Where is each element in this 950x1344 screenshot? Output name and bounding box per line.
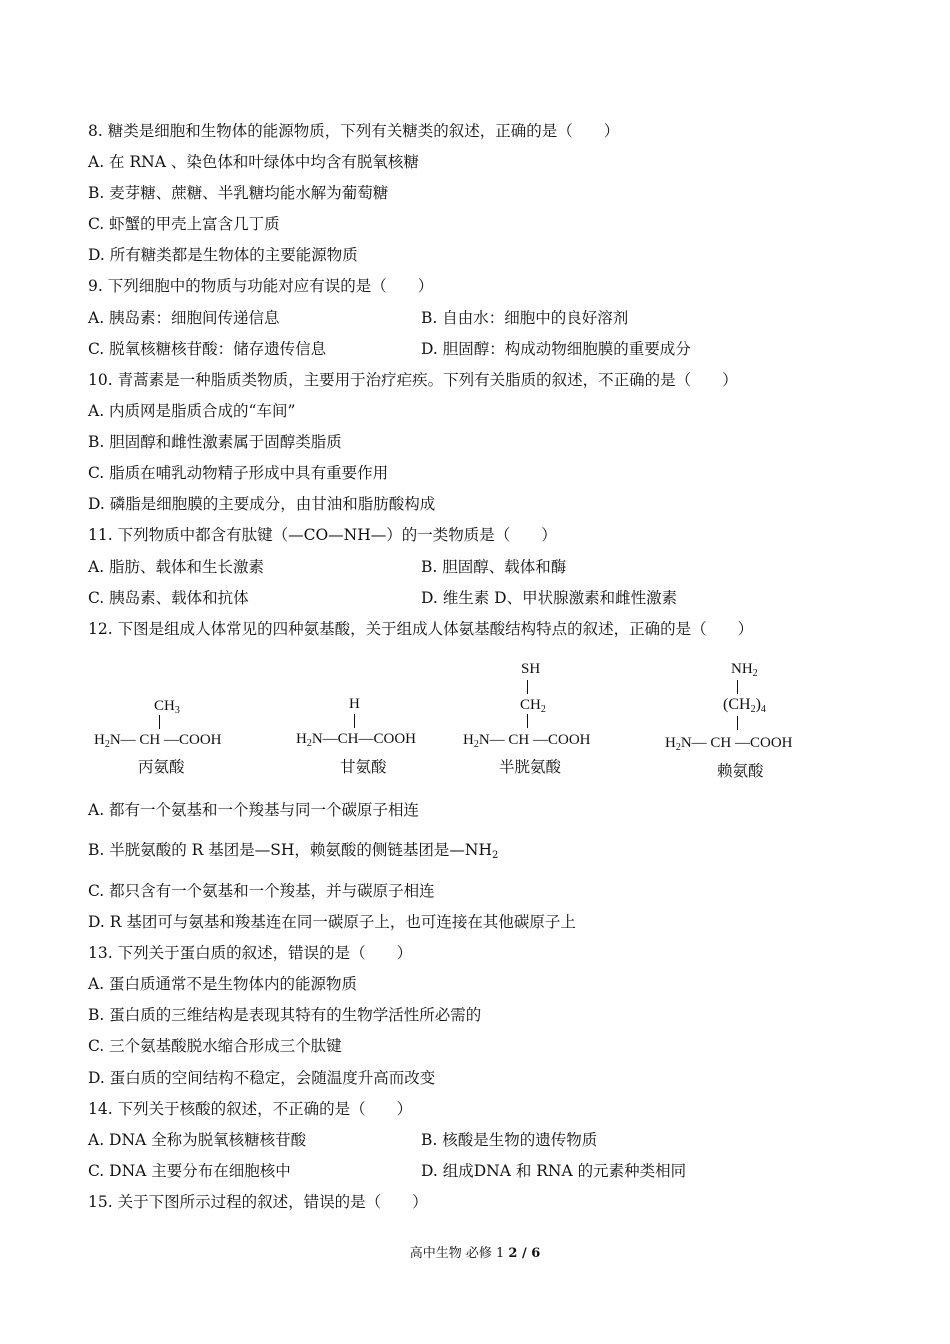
q13-option-a: A. 蛋白质通常不是生物体内的能源物质 (88, 975, 358, 993)
cysteine-bond-line-top (527, 680, 528, 694)
q10-stem: 10. 青蒿素是一种脂质类物质，主要用于治疗疟疾。下列有关脂质的叙述，不正确的是（ ） (88, 371, 738, 389)
q13-option-c: C. 三个氨基酸脱水缩合形成三个肽键 (88, 1037, 342, 1055)
q10-option-c: C. 脂质在哺乳动物精子形成中具有重要作用 (88, 464, 389, 482)
q9-option-a: A. 胰岛素：细胞间传递信息 (88, 309, 280, 327)
q10-option-b: B. 胆固醇和雌性激素属于固醇类脂质 (88, 433, 342, 451)
q11-option-a: A. 脂肪、载体和生长激素 (88, 558, 265, 576)
alanine-bond-line (159, 715, 160, 729)
lysine-name: 赖氨酸 (717, 762, 764, 780)
cysteine-name: 半胱氨酸 (499, 758, 562, 776)
q14-option-d: D. 组成DNA 和 RNA 的元素种类相同 (421, 1162, 687, 1180)
q12-option-c: C. 都只含有一个氨基和一个羧基，并与碳原子相连 (88, 882, 435, 900)
q9-option-b: B. 自由水：细胞中的良好溶剂 (421, 309, 629, 327)
q11-option-b: B. 胆固醇、载体和酶 (421, 558, 567, 576)
q14-option-b: B. 核酸是生物的遗传物质 (421, 1131, 598, 1149)
lysine-backbone: $H_2N—$ CH —COOH (665, 735, 793, 753)
cysteine-r-group: $CH_2$ (520, 697, 546, 715)
q14-option-a: A. DNA 全称为脱氧核糖核苷酸 (88, 1131, 307, 1149)
lysine-bond-line (737, 716, 738, 730)
q8-option-b: B. 麦芽糖、蔗糖、半乳糖均能水解为葡萄糖 (88, 184, 389, 202)
q11-option-d: D. 维生素 D、甲状腺激素和雌性激素 (421, 589, 678, 607)
q13-option-d: D. 蛋白质的空间结构不稳定，会随温度升高而改变 (88, 1069, 436, 1087)
page-footer (0, 1246, 950, 1262)
glycine-name: 甘氨酸 (340, 758, 387, 776)
cysteine-sh-group: SH (521, 661, 541, 677)
q11-stem: 11. 下列物质中都含有肽键（—CO—NH—）的一类物质是（ ） (88, 526, 557, 544)
cysteine-backbone: $H_2N—$ CH —COOH (463, 732, 591, 750)
q15-stem: 15. 关于下图所示过程的叙述，错误的是（ ） (88, 1193, 428, 1211)
glycine-r-group: H (349, 696, 360, 712)
q10-option-d: D. 磷脂是细胞膜的主要成分，由甘油和脂肪酸构成 (88, 495, 436, 513)
q9-option-d: D. 胆固醇：构成动物细胞膜的重要成分 (421, 340, 691, 358)
glycine-backbone: $H_2N—CH—COOH$ (296, 731, 417, 749)
lysine-r-group: $(CH_2)_4$ (723, 696, 766, 715)
q14-stem: 14. 下列关于核酸的叙述，不正确的是（ ） (88, 1100, 413, 1118)
q13-stem: 13. 下列关于蛋白质的叙述，错误的是（ ） (88, 944, 413, 962)
q9-option-c: C. 脱氧核糖核苷酸：储存遗传信息 (88, 340, 327, 358)
page-number: 2 / 6 (508, 1246, 541, 1261)
alanine-backbone: $H_2N—$ CH —COOH (94, 732, 222, 750)
alanine-r-group: $CH_3$ (154, 698, 180, 716)
q8-stem: 8. 糖类是细胞和生物体的能源物质，下列有关糖类的叙述，正确的是（ ） (88, 122, 620, 140)
q8-option-c: C. 虾蟹的甲壳上富含几丁质 (88, 215, 280, 233)
alanine-name: 丙氨酸 (138, 758, 185, 776)
q12-stem: 12. 下图是组成人体常见的四种氨基酸，关于组成人体氨基酸结构特点的叙述，正确的是（ ） (88, 620, 754, 638)
q14-option-c: C. DNA 主要分布在细胞核中 (88, 1162, 291, 1180)
q10-option-a: A. 内质网是脂质合成的“车间” (88, 402, 296, 420)
q8-option-a: A. 在 RNA 、染色体和叶绿体中均含有脱氧核糖 (88, 153, 419, 171)
glycine-bond-line (354, 714, 355, 728)
q12-option-a: A. 都有一个氨基和一个羧基与同一个碳原子相连 (88, 801, 420, 819)
q12-option-b: B. 半胱氨酸的 R 基团是—SH，赖氨酸的侧链基团是$—NH_2$ (88, 841, 499, 861)
lysine-bond-line-top (737, 680, 738, 694)
footer-subject: 高中生物 必修 1 (409, 1246, 509, 1261)
q8-option-d: D. 所有糖类都是生物体的主要能源物质 (88, 246, 358, 264)
lysine-nh2-group: $NH_2$ (731, 661, 758, 679)
q11-option-c: C. 胰岛素、载体和抗体 (88, 589, 249, 607)
q12-option-d: D. R 基团可与氨基和羧基连在同一碳原子上，也可连接在其他碳原子上 (88, 913, 576, 931)
q9-stem: 9. 下列细胞中的物质与功能对应有误的是（ ） (88, 277, 434, 295)
q13-option-b: B. 蛋白质的三维结构是表现其特有的生物学活性所必需的 (88, 1006, 482, 1024)
cysteine-bond-line (527, 714, 528, 728)
